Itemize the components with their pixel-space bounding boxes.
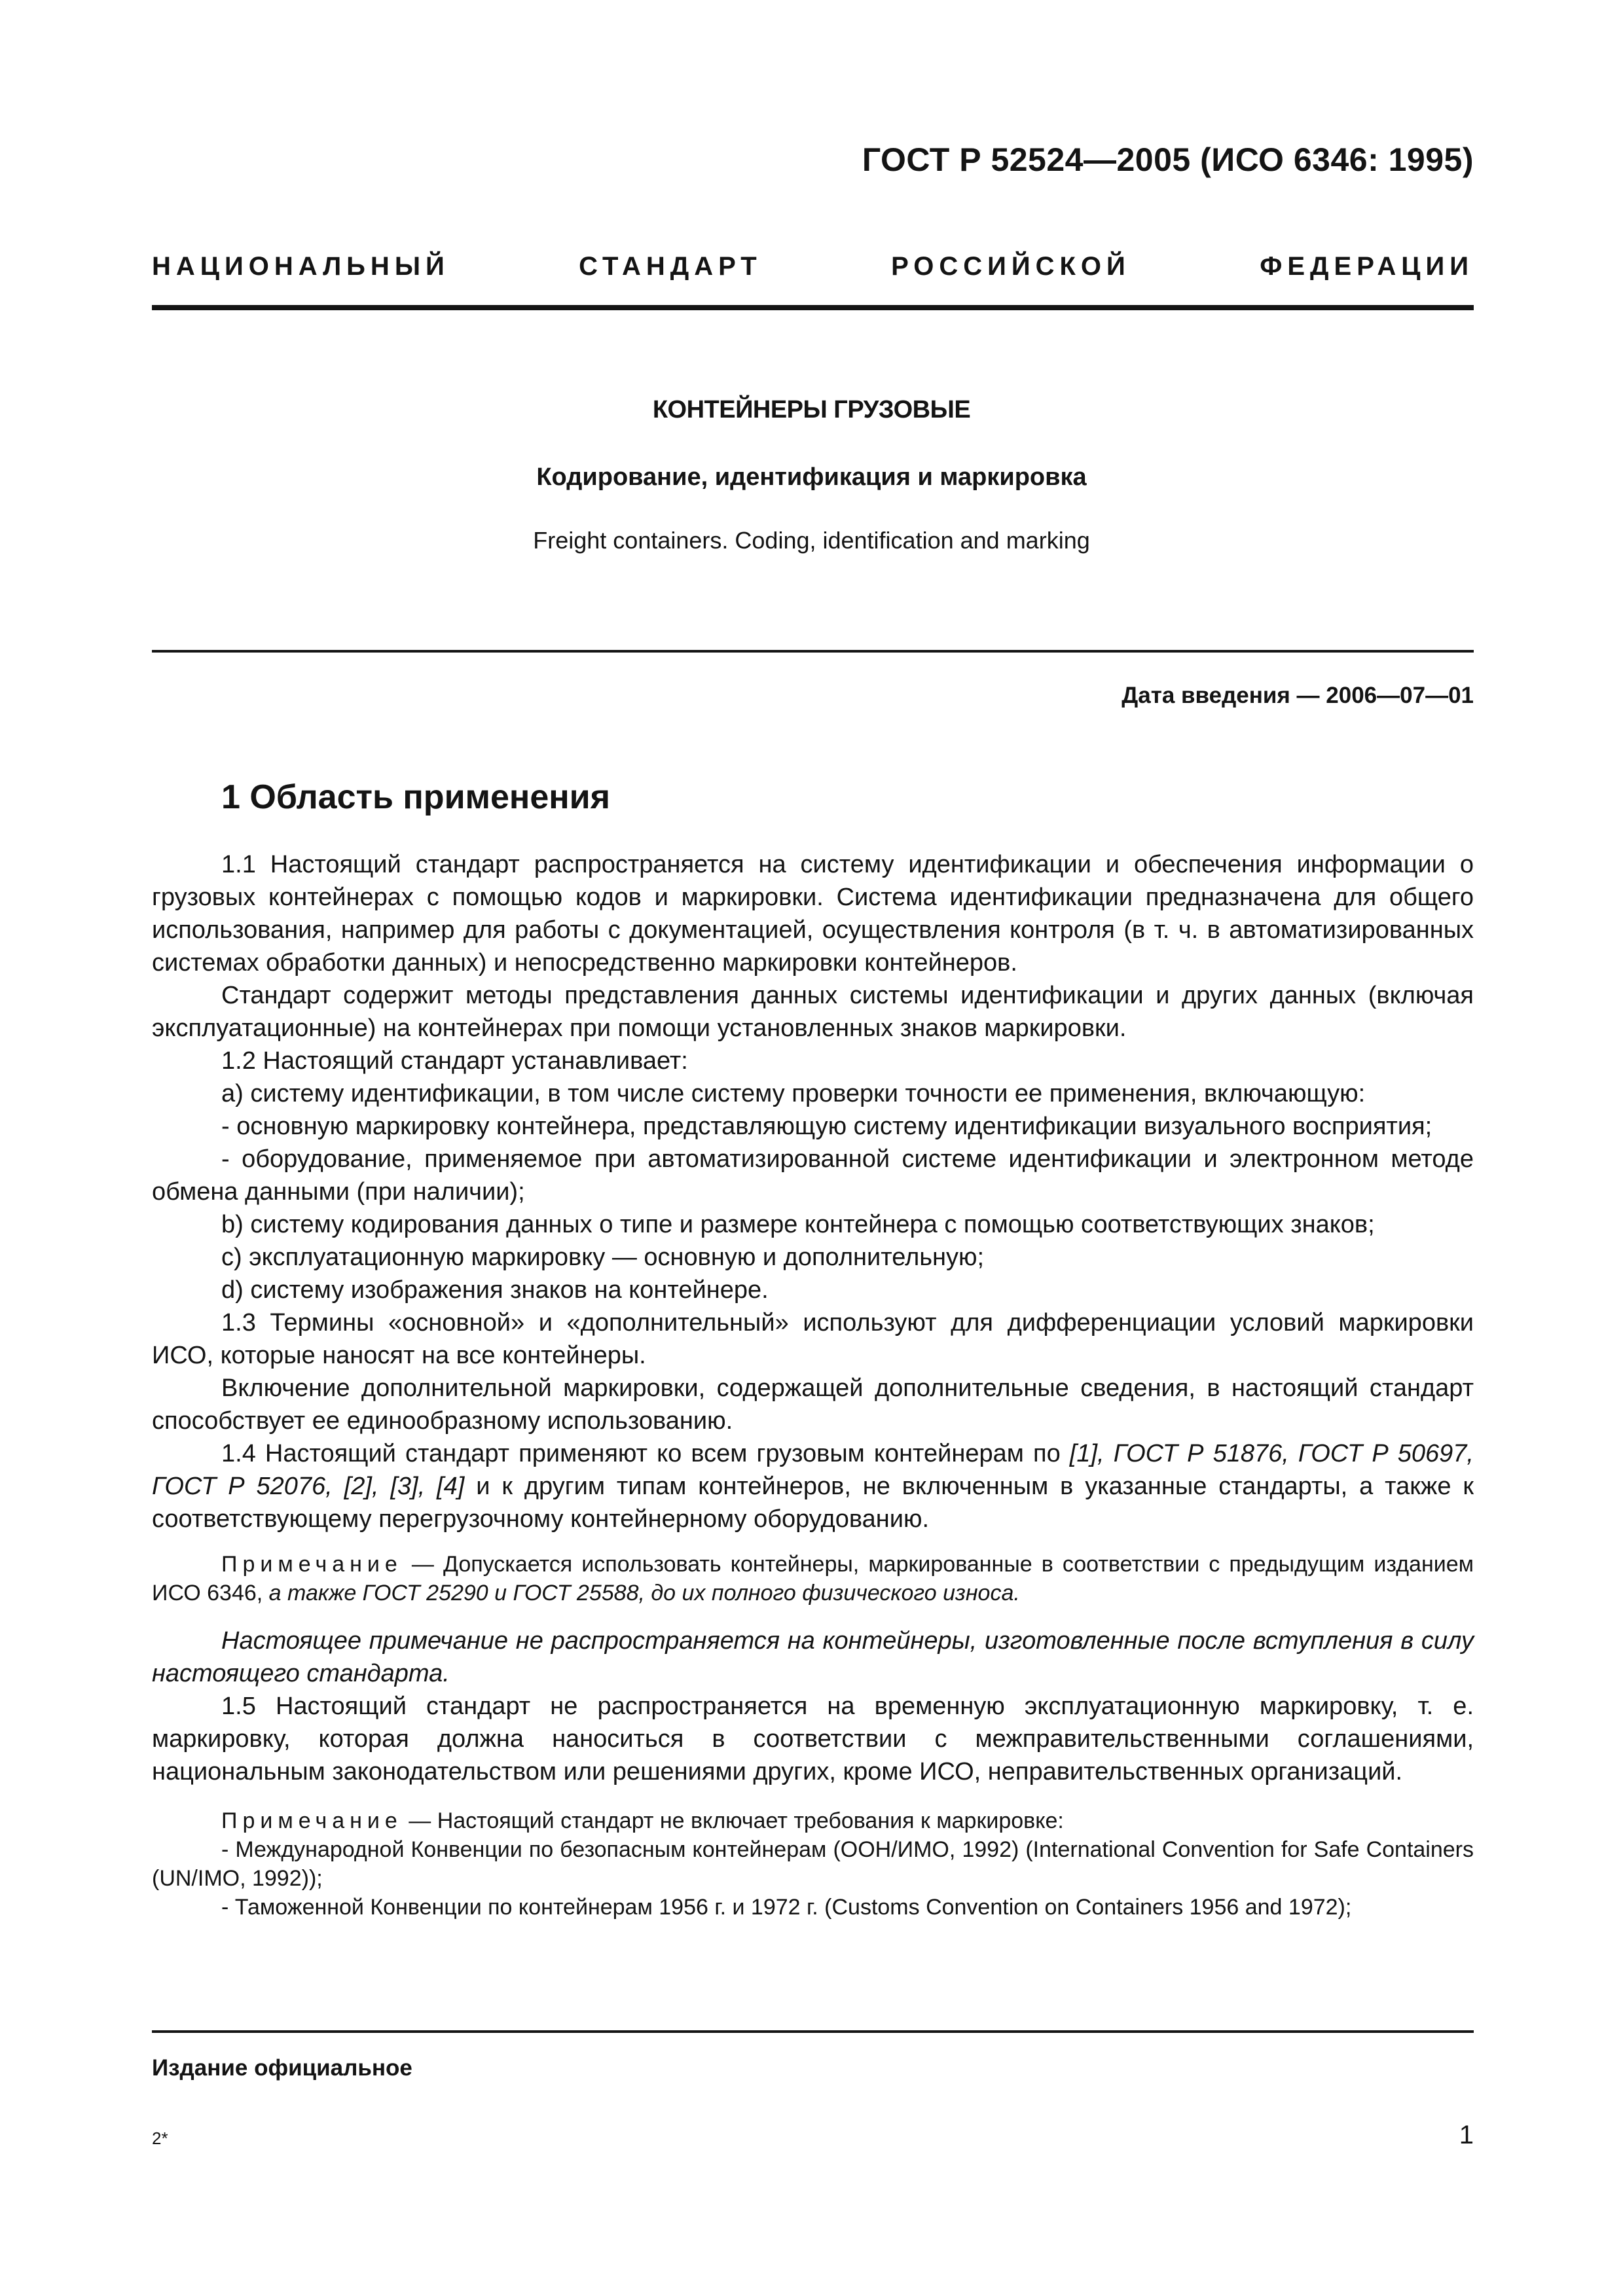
paragraph-1-3: 1.3 Термины «основной» и «дополнительный» используют для дифференциации условий маркировки ИСО, которые наносят на все контейнеры. xyxy=(152,1309,1474,1369)
section-heading: 1 Область применения xyxy=(221,778,610,816)
paragraph-1-4-text-b: и к другим типам контейнеров, не включенным в указанные стандарты, а также к соответствующему перегрузочному контейнерному оборудованию. xyxy=(152,1473,1474,1533)
note-1-label: Примечание xyxy=(221,1552,403,1577)
list-subitem-basic-marking: - основную маркировку контейнера, представляющую систему идентификации визуального восприятия; xyxy=(221,1113,1432,1140)
national-standard-banner xyxy=(152,252,1474,281)
page-number: 1 xyxy=(1459,2121,1474,2149)
list-item-d: d) систему изображения знаков на контейнере. xyxy=(221,1276,769,1304)
official-edition-label: Издание официальное xyxy=(152,2055,412,2081)
paragraph-1-5: 1.5 Настоящий стандарт не распространяется на временную эксплуатационную маркировку, т. е. маркировку, которая должна наноситься в соответствии с межправительственными соглашениями, национальным законодательством или решениями других, кроме ИСО, неправительственных организаций. xyxy=(152,1693,1474,1785)
standard-code: ГОСТ Р 52524—2005 (ИСО 6346: 1995) xyxy=(862,141,1474,178)
note-2 xyxy=(152,1806,1474,1835)
note-2-item-1: - Международной Конвенции по безопасным контейнерам (ООН/ИМО, 1992) (International Convention for Safe Containers (UN/IMO, 1992)); xyxy=(152,1837,1474,1891)
paragraph-1-4-references: [1], ГОСТ Р 51876, ГОСТ Р 50697, ГОСТ Р 52076, [2], [3], [4] xyxy=(152,1440,1474,1500)
header-rule xyxy=(152,305,1474,310)
note-1 xyxy=(152,1550,1474,1607)
section-body xyxy=(152,848,1474,1922)
banner-word-2: СТАНДАРТ xyxy=(579,252,762,281)
title-rule xyxy=(152,650,1474,653)
list-subitem-equipment: - оборудование, применяемое при автоматизированной системе идентификации и электронном методе обмена данными (при наличии); xyxy=(152,1145,1474,1206)
introduction-date: Дата введения — 2006—07—01 xyxy=(1122,683,1474,708)
note-2-item-2: - Таможенной Конвенции по контейнерам 1956 г. и 1972 г. (Customs Convention on Containers 1956 and 1972); xyxy=(221,1895,1352,1920)
note-2-label: Примечание xyxy=(221,1808,403,1833)
paragraph-1-2: 1.2 Настоящий стандарт устанавливает: xyxy=(221,1047,688,1075)
sheet-mark: 2* xyxy=(152,2128,168,2148)
paragraph-scope: Стандарт содержит методы представления данных системы идентификации и других данных (включая эксплуатационные) на контейнерах при помощи установленных знаков маркировки. xyxy=(152,982,1474,1042)
paragraph-1-4-text-a: 1.4 Настоящий стандарт применяют ко всем грузовым контейнерам по xyxy=(221,1440,1070,1467)
paragraph-1-1: 1.1 Настоящий стандарт распространяется на систему идентификации и обеспечения информации о грузовых контейнерах с помощью кодов и маркировки. Система идентификации предназначена для общего использования, например для работы с документацией, осуществления контроля (в т. ч. в автоматизированных системах обработки данных) и непосредственно маркировки контейнеров. xyxy=(152,851,1474,977)
paragraph-1-4 xyxy=(152,1437,1474,1535)
list-item-c: с) эксплуатационную маркировку — основную и дополнительную; xyxy=(221,1244,985,1271)
paragraph-additional-marking: Включение дополнительной маркировки, содержащей дополнительные сведения, в настоящий стандарт способствует ее единообразному использованию. xyxy=(152,1374,1474,1435)
list-item-a: а) систему идентификации, в том числе систему проверки точности ее применения, включающую: xyxy=(221,1080,1366,1107)
note-1-text: — Допускается использовать контейнеры, маркированные в соответствии с предыдущим изданием ИСО 6346, xyxy=(152,1552,1474,1605)
document-title: КОНТЕЙНЕРЫ ГРУЗОВЫЕ xyxy=(652,396,971,423)
footer-rule xyxy=(152,2030,1474,2033)
document-title-english: Freight containers. Coding, identification and marking xyxy=(533,527,1090,554)
banner-word-1: НАЦИОНАЛЬНЫЙ xyxy=(152,252,450,281)
note-2-text: — Настоящий стандарт не включает требования к маркировке: xyxy=(402,1808,1064,1833)
note-1-italic-text: а также ГОСТ 25290 и ГОСТ 25588, до их полного физического износа. xyxy=(268,1581,1020,1605)
document-subtitle: Кодирование, идентификация и маркировка xyxy=(536,463,1087,491)
banner-word-4: ФЕДЕРАЦИИ xyxy=(1260,252,1474,281)
banner-word-3: РОССИЙСКОЙ xyxy=(891,252,1131,281)
paragraph-note-scope: Настоящее примечание не распространяется на контейнеры, изготовленные после вступления в силу настоящего стандарта. xyxy=(152,1627,1474,1687)
list-item-b: b) систему кодирования данных о типе и размере контейнера с помощью соответствующих знаков; xyxy=(221,1211,1375,1238)
